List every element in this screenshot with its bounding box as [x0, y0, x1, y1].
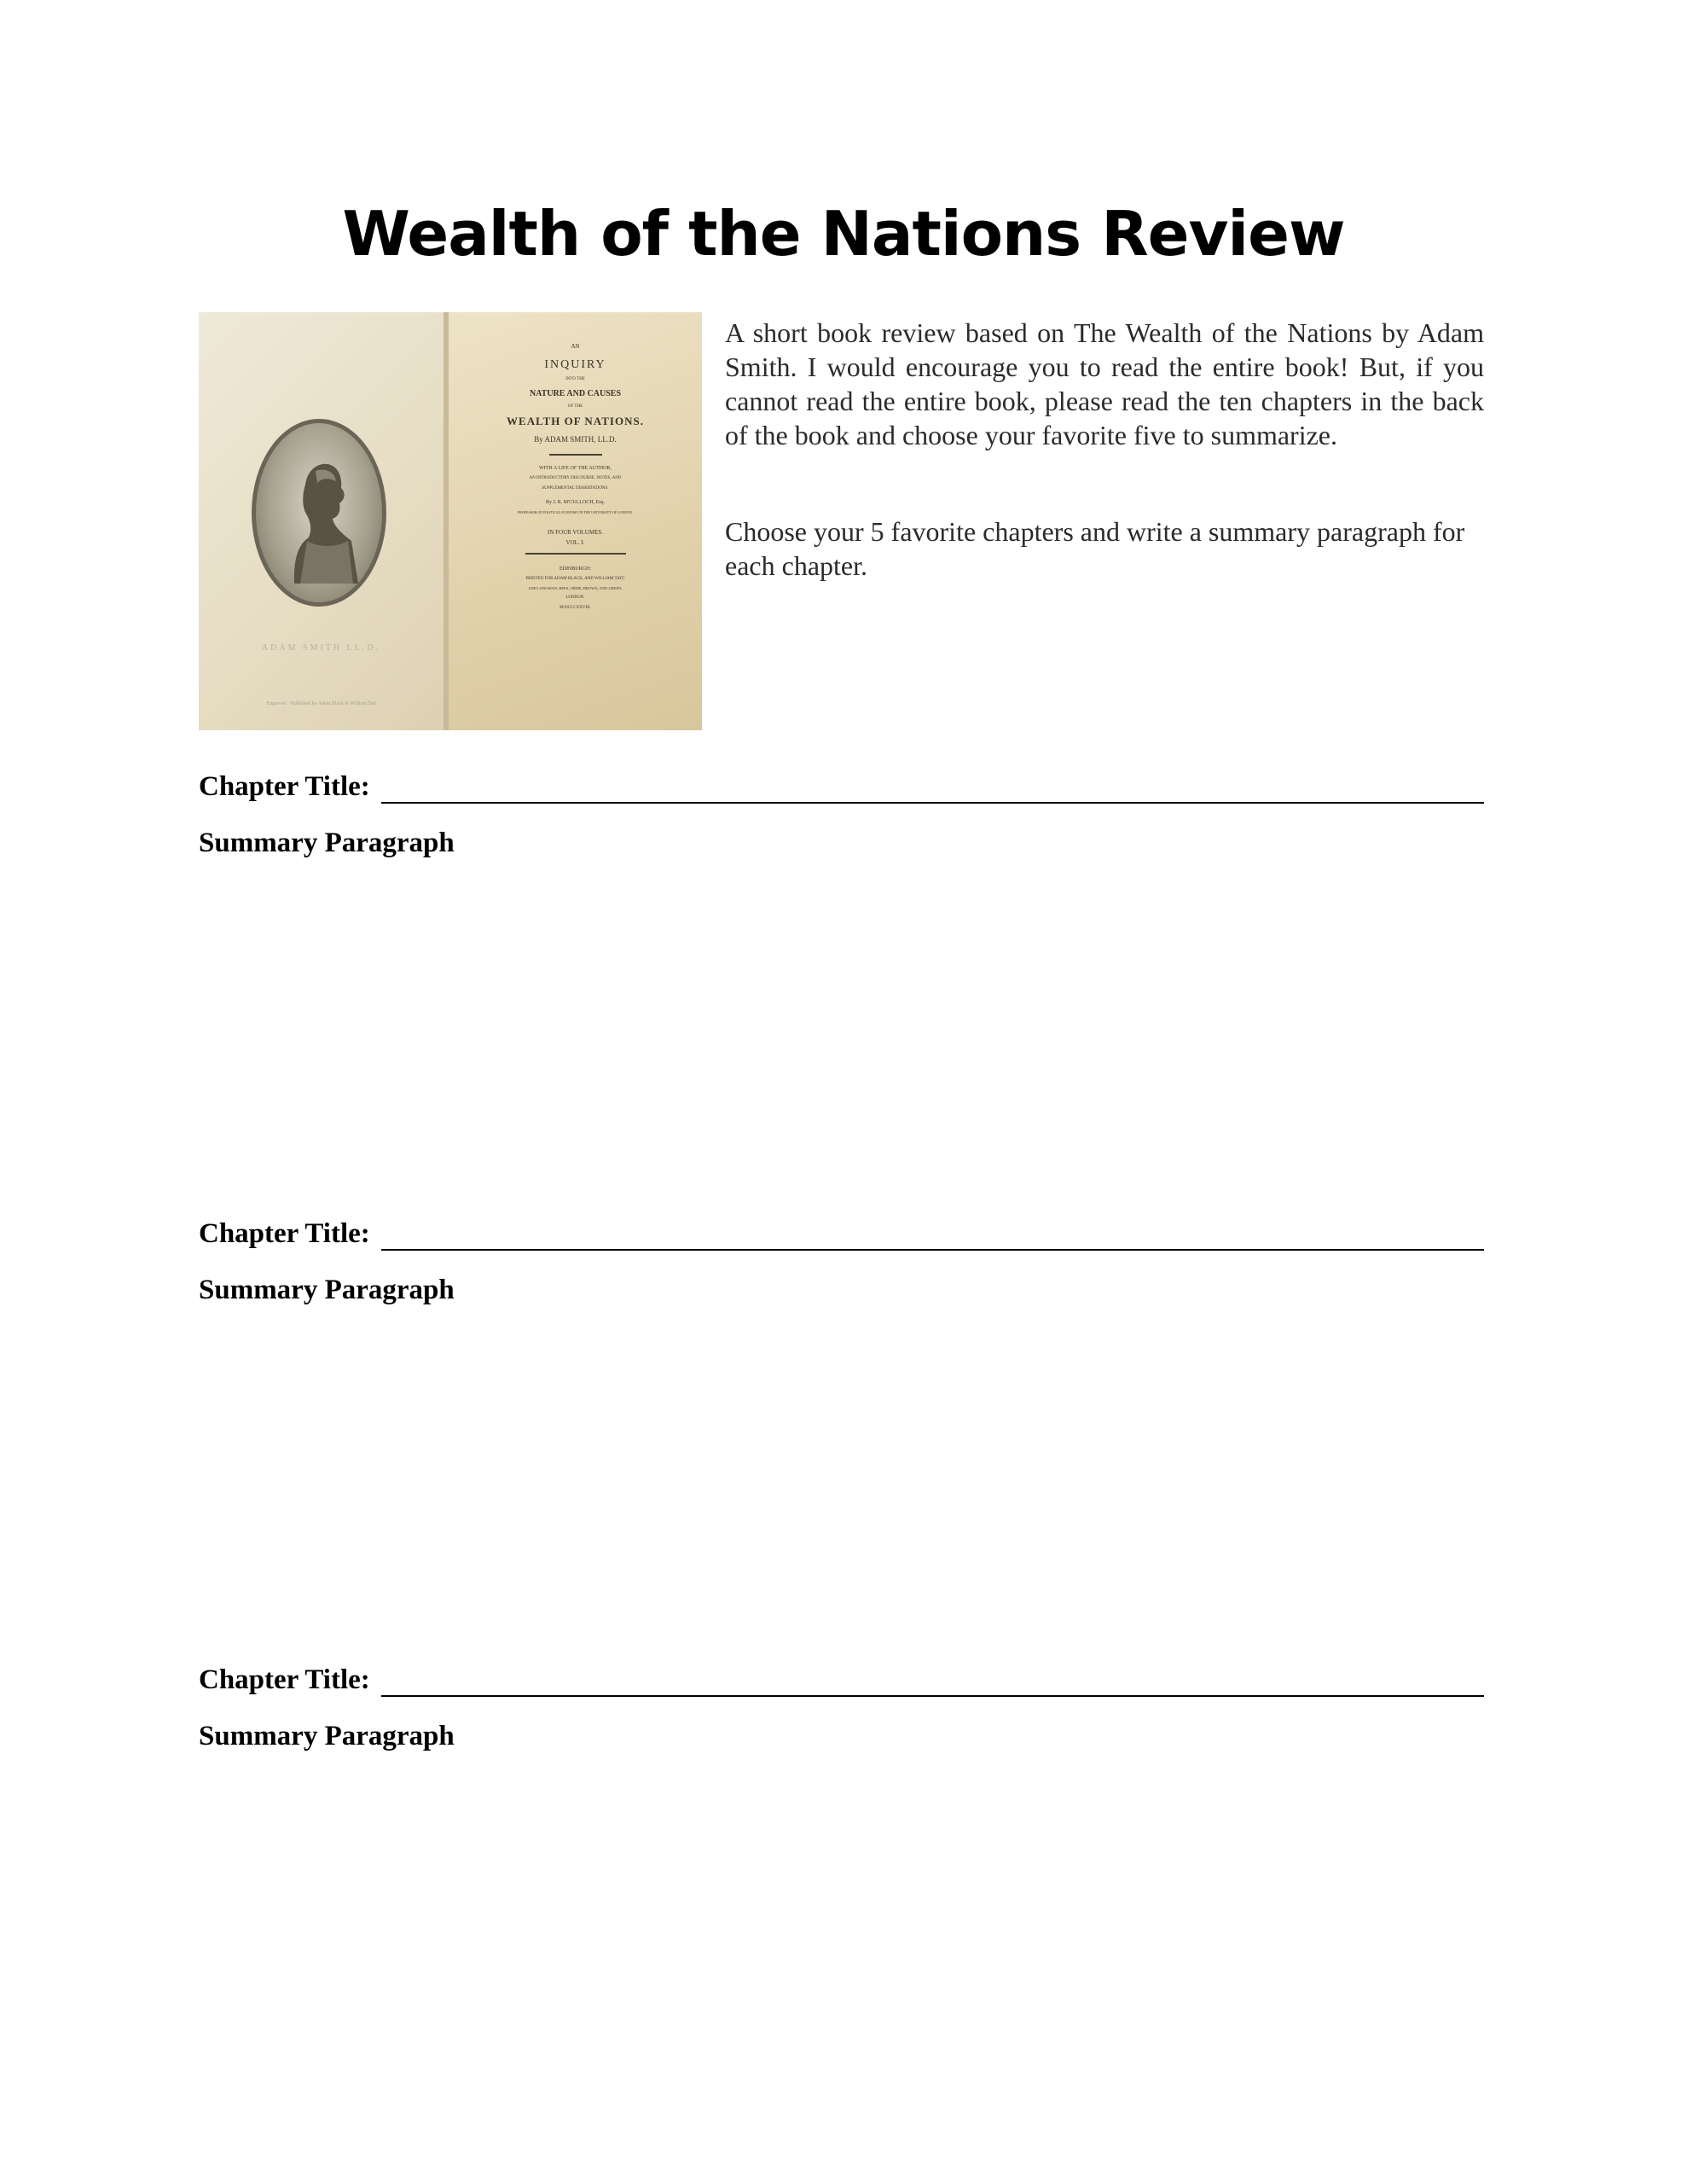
- title-page-vol: VOL. I.: [565, 539, 585, 546]
- title-page-year: M.DCCCXXVIII.: [559, 606, 591, 610]
- instructions-paragraph: Choose your 5 favorite chapters and write a summary paragraph for each chapter.: [725, 516, 1465, 581]
- title-page-introductory: AN INTRODUCTORY DISCOURSE, NOTES, AND: [529, 476, 622, 480]
- chapter-title-label-1: Chapter Title:: [199, 771, 370, 802]
- title-page-inquiry: INQUIRY: [544, 358, 606, 371]
- chapter-title-label-2: Chapter Title:: [199, 1218, 370, 1249]
- title-page-printed-for: PRINTED FOR ADAM BLACK, AND WILLIAM TAIT;: [525, 577, 625, 581]
- title-page-supplemental: SUPPLEMENTAL DISSERTATIONS.: [542, 486, 609, 491]
- summary-paragraph-label-2: Summary Paragraph: [199, 1275, 455, 1305]
- title-page-editor: By J. R. M'CULLOCH, Esq.: [545, 500, 606, 505]
- title-page-author: By ADAM SMITH, LL.D.: [534, 435, 617, 444]
- title-page-rule: [549, 454, 602, 456]
- title-page-rule-2: [525, 553, 626, 555]
- frontispiece-footer: Engraved · Published by Adam Black & William Tait: [266, 701, 376, 706]
- title-page-an: AN: [571, 343, 580, 350]
- frontispiece-page: [199, 312, 443, 730]
- chapter-title-line-3[interactable]: [381, 1695, 1484, 1697]
- title-page-professor: PROFESSOR OF POLITICAL ECONOMY IN THE UNIVERSITY OF LONDON.: [518, 510, 633, 514]
- book-cover-image: [199, 312, 702, 730]
- title-page-longman: AND LONGMAN, REES, ORME, BROWN, AND GREEN,: [528, 586, 623, 590]
- title-page-city: EDINBURGH:: [559, 566, 591, 572]
- chapter-title-line-1[interactable]: [381, 802, 1484, 804]
- chapter-title-line-2[interactable]: [381, 1249, 1484, 1251]
- title-page-nature-causes: NATURE AND CAUSES: [529, 389, 622, 398]
- title-page-volumes: IN FOUR VOLUMES.: [547, 529, 604, 536]
- portrait-oval: [252, 419, 386, 607]
- title-page-into-the: INTO THE: [565, 377, 585, 381]
- chapter-title-label-3: Chapter Title:: [199, 1664, 370, 1695]
- adam-smith-portrait-icon: [290, 456, 358, 584]
- page-title: Wealth of the Nations Review: [342, 198, 1345, 270]
- title-page: [449, 312, 702, 730]
- summary-paragraph-label-1: Summary Paragraph: [199, 828, 455, 858]
- title-page-with-life: WITH A LIFE OF THE AUTHOR,: [539, 466, 612, 471]
- summary-paragraph-label-3: Summary Paragraph: [199, 1721, 455, 1751]
- title-page-london: LONDON.: [565, 595, 585, 600]
- title-page-of-the: OF THE: [567, 404, 583, 409]
- intro-paragraph: A short book review based on The Wealth of the Nations by Adam Smith. I would encourage you to read the entire book! But, if you cannot read the entire book, please read the ten chapters in the back of the book and choose your favorite five to summarize.: [725, 317, 1484, 450]
- frontispiece-caption: ADAM SMITH LL.D.: [261, 643, 381, 653]
- title-page-wealth: WEALTH OF NATIONS.: [507, 415, 644, 427]
